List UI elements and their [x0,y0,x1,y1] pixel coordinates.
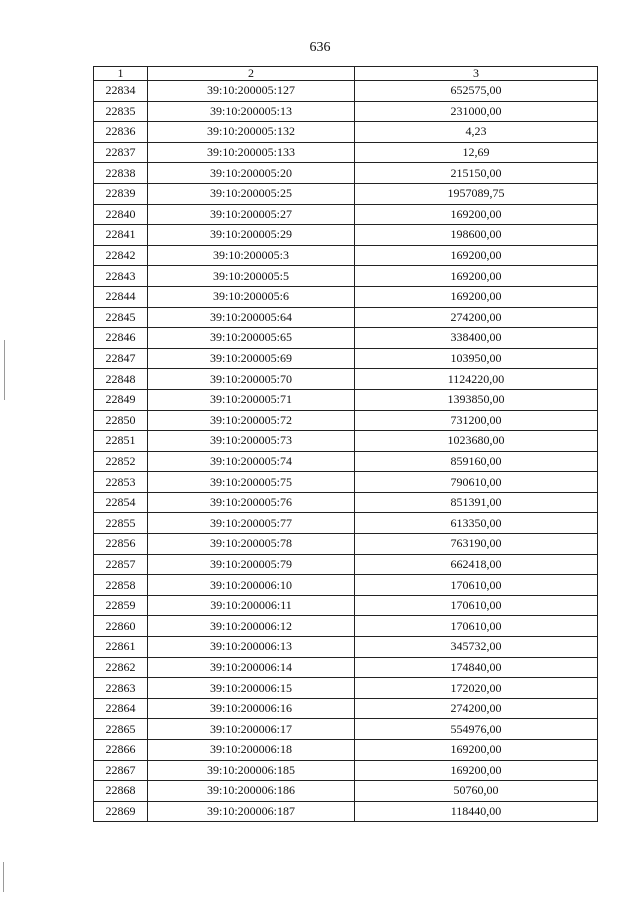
row-number-cell: 22840 [94,204,148,225]
page-number: 636 [309,40,331,55]
cadastral-value-cell: 345732,00 [355,637,598,658]
row-number-cell: 22862 [94,657,148,678]
row-number-cell: 22866 [94,740,148,761]
cadastral-number-cell: 39:10:200006:11 [148,595,355,616]
table-row [94,410,598,431]
table-row [94,554,598,575]
table-row [94,369,598,390]
table-row [94,286,598,307]
cadastral-value-cell: 731200,00 [355,410,598,431]
table-row [94,492,598,513]
cadastral-number-cell: 39:10:200005:132 [148,122,355,143]
cadastral-number-cell: 39:10:200005:64 [148,307,355,328]
cadastral-value-cell: 170610,00 [355,575,598,596]
cadastral-number-cell: 39:10:200006:12 [148,616,355,637]
table-header [94,67,598,81]
row-number-cell: 22863 [94,678,148,699]
table-row [94,657,598,678]
table-row [94,266,598,287]
table-row [94,719,598,740]
table-row [94,740,598,761]
cadastral-number-cell: 39:10:200005:75 [148,472,355,493]
cadastral-value-cell: 1023680,00 [355,431,598,452]
cadastral-value-cell: 763190,00 [355,534,598,555]
cadastral-value-table [93,66,598,822]
cadastral-number-cell: 39:10:200005:72 [148,410,355,431]
table-row [94,698,598,719]
cadastral-value-cell: 103950,00 [355,348,598,369]
cadastral-number-cell: 39:10:200005:13 [148,101,355,122]
table-row [94,472,598,493]
header-row [94,67,598,81]
table-row [94,163,598,184]
cadastral-value-cell: 169200,00 [355,286,598,307]
cadastral-value-cell: 169200,00 [355,740,598,761]
row-number-cell: 22856 [94,534,148,555]
row-number-cell: 22857 [94,554,148,575]
cadastral-number-cell: 39:10:200005:127 [148,81,355,102]
cadastral-number-cell: 39:10:200005:77 [148,513,355,534]
row-number-cell: 22844 [94,286,148,307]
cadastral-number-cell: 39:10:200005:20 [148,163,355,184]
cadastral-number-cell: 39:10:200005:6 [148,286,355,307]
cadastral-value-cell: 169200,00 [355,760,598,781]
row-number-cell: 22846 [94,328,148,349]
cadastral-number-cell: 39:10:200006:16 [148,698,355,719]
cadastral-number-cell: 39:10:200005:65 [148,328,355,349]
cadastral-number-cell: 39:10:200005:29 [148,225,355,246]
row-number-cell: 22850 [94,410,148,431]
table-row [94,101,598,122]
column-header-1: 1 [94,67,148,81]
row-number-cell: 22865 [94,719,148,740]
row-number-cell: 22851 [94,431,148,452]
cadastral-value-cell: 1124220,00 [355,369,598,390]
table-row [94,204,598,225]
cadastral-value-cell: 172020,00 [355,678,598,699]
column-header-3: 3 [355,67,598,81]
cadastral-number-cell: 39:10:200005:79 [148,554,355,575]
cadastral-number-cell: 39:10:200005:27 [148,204,355,225]
cadastral-value-cell: 1393850,00 [355,389,598,410]
cadastral-value-cell: 859160,00 [355,451,598,472]
cadastral-number-cell: 39:10:200005:5 [148,266,355,287]
cadastral-number-cell: 39:10:200005:3 [148,245,355,266]
table-row [94,142,598,163]
cadastral-value-cell: 170610,00 [355,616,598,637]
row-number-cell: 22858 [94,575,148,596]
row-number-cell: 22842 [94,245,148,266]
table-row [94,328,598,349]
table-row [94,637,598,658]
scan-mark [4,340,5,400]
row-number-cell: 22834 [94,81,148,102]
cadastral-value-cell: 652575,00 [355,81,598,102]
table-row [94,575,598,596]
table-row [94,760,598,781]
cadastral-number-cell: 39:10:200005:78 [148,534,355,555]
cadastral-number-cell: 39:10:200006:17 [148,719,355,740]
cadastral-value-cell: 12,69 [355,142,598,163]
cadastral-value-cell: 169200,00 [355,204,598,225]
row-number-cell: 22861 [94,637,148,658]
table-row [94,225,598,246]
column-header-2: 2 [148,67,355,81]
table-row [94,183,598,204]
cadastral-value-cell: 274200,00 [355,307,598,328]
cadastral-value-cell: 118440,00 [355,801,598,822]
table-body [94,81,598,822]
cadastral-number-cell: 39:10:200005:76 [148,492,355,513]
table-row [94,81,598,102]
table-row [94,678,598,699]
cadastral-value-cell: 4,23 [355,122,598,143]
table-row [94,122,598,143]
row-number-cell: 22839 [94,183,148,204]
cadastral-number-cell: 39:10:200006:15 [148,678,355,699]
cadastral-number-cell: 39:10:200006:18 [148,740,355,761]
table-row [94,389,598,410]
table-row [94,595,598,616]
row-number-cell: 22864 [94,698,148,719]
row-number-cell: 22837 [94,142,148,163]
row-number-cell: 22867 [94,760,148,781]
cadastral-value-cell: 174840,00 [355,657,598,678]
row-number-cell: 22855 [94,513,148,534]
row-number-cell: 22841 [94,225,148,246]
cadastral-number-cell: 39:10:200005:69 [148,348,355,369]
table-row [94,431,598,452]
cadastral-number-cell: 39:10:200006:10 [148,575,355,596]
table-row [94,245,598,266]
cadastral-value-cell: 215150,00 [355,163,598,184]
table-row [94,307,598,328]
cadastral-value-cell: 274200,00 [355,698,598,719]
row-number-cell: 22852 [94,451,148,472]
cadastral-number-cell: 39:10:200006:13 [148,637,355,658]
row-number-cell: 22853 [94,472,148,493]
cadastral-value-cell: 790610,00 [355,472,598,493]
cadastral-number-cell: 39:10:200005:74 [148,451,355,472]
row-number-cell: 22868 [94,781,148,802]
table-row [94,801,598,822]
cadastral-number-cell: 39:10:200006:186 [148,781,355,802]
cadastral-number-cell: 39:10:200006:185 [148,760,355,781]
row-number-cell: 22838 [94,163,148,184]
cadastral-value-cell: 50760,00 [355,781,598,802]
cadastral-value-cell: 851391,00 [355,492,598,513]
row-number-cell: 22836 [94,122,148,143]
table-row [94,513,598,534]
table-row [94,781,598,802]
cadastral-value-cell: 338400,00 [355,328,598,349]
cadastral-value-cell: 231000,00 [355,101,598,122]
cadastral-number-cell: 39:10:200006:14 [148,657,355,678]
row-number-cell: 22843 [94,266,148,287]
cadastral-value-cell: 554976,00 [355,719,598,740]
row-number-cell: 22859 [94,595,148,616]
table-row [94,451,598,472]
table-row [94,616,598,637]
row-number-cell: 22847 [94,348,148,369]
table-row [94,348,598,369]
row-number-cell: 22848 [94,369,148,390]
cadastral-value-cell: 170610,00 [355,595,598,616]
cadastral-number-cell: 39:10:200005:133 [148,142,355,163]
row-number-cell: 22835 [94,101,148,122]
row-number-cell: 22854 [94,492,148,513]
row-number-cell: 22849 [94,389,148,410]
cadastral-number-cell: 39:10:200005:71 [148,389,355,410]
cadastral-number-cell: 39:10:200005:73 [148,431,355,452]
row-number-cell: 22845 [94,307,148,328]
cadastral-value-cell: 198600,00 [355,225,598,246]
cadastral-number-cell: 39:10:200005:70 [148,369,355,390]
row-number-cell: 22869 [94,801,148,822]
table-row [94,534,598,555]
scan-mark [3,862,4,892]
cadastral-value-cell: 169200,00 [355,266,598,287]
cadastral-number-cell: 39:10:200006:187 [148,801,355,822]
cadastral-value-cell: 613350,00 [355,513,598,534]
row-number-cell: 22860 [94,616,148,637]
cadastral-value-cell: 1957089,75 [355,183,598,204]
cadastral-number-cell: 39:10:200005:25 [148,183,355,204]
cadastral-value-cell: 169200,00 [355,245,598,266]
cadastral-value-cell: 662418,00 [355,554,598,575]
